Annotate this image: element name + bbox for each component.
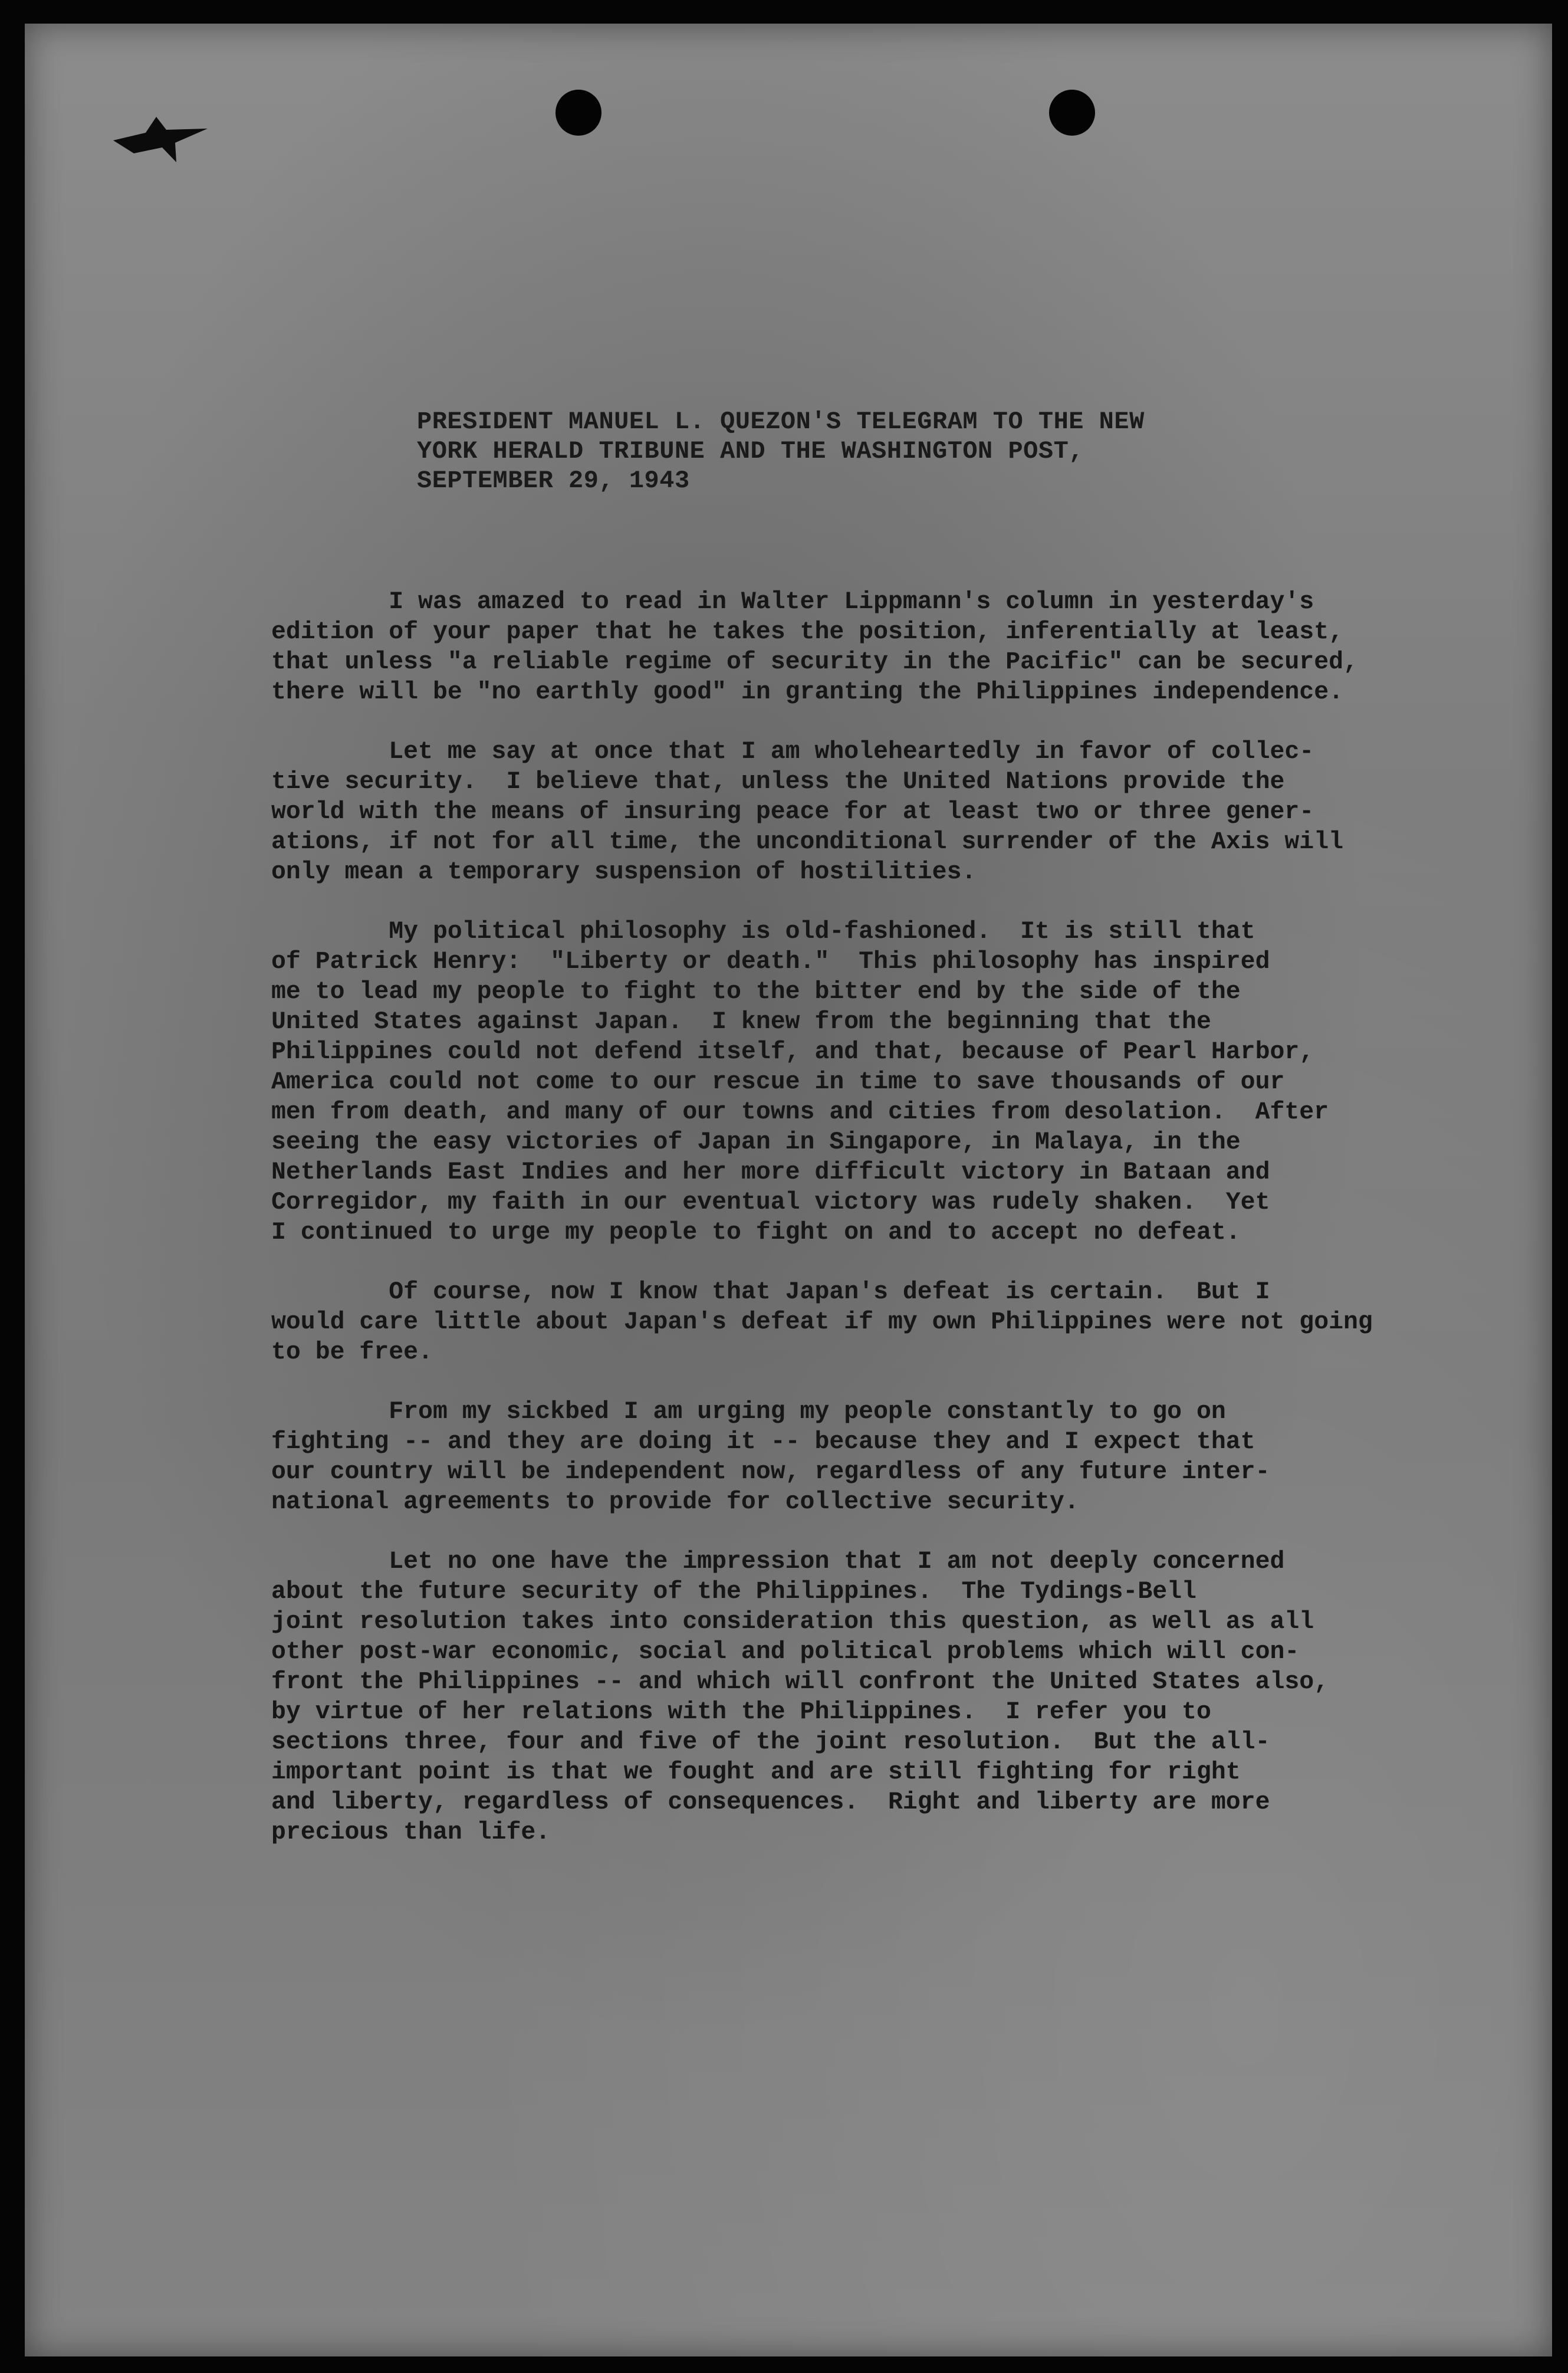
paragraph-4 — [271, 1277, 1392, 1367]
text-line: that unless "a reliable regime of security in the Pacific" can be secured, — [271, 648, 1358, 676]
text-line: important point is that we fought and are still fighting for right — [271, 1758, 1241, 1786]
text-line: would care little about Japan's defeat if my own Philippines were not going — [271, 1308, 1373, 1336]
text-line: about the future security of the Philippines. The Tydings-Bell — [271, 1578, 1196, 1606]
text-line: precious than life. — [271, 1819, 551, 1846]
text-line: tive security. I believe that, unless the United Nations provide the — [271, 768, 1285, 796]
text-line: Of course, now I know that Japan's defeat is certain. But I — [271, 1278, 1270, 1306]
text-line: Netherlands East Indies and her more difficult victory in Bataan and — [271, 1158, 1270, 1186]
paragraph-5 — [271, 1397, 1392, 1517]
text-line: Let no one have the impression that I am not deeply concerned — [271, 1548, 1285, 1576]
text-line: Let me say at once that I am wholeheartedly in favor of collec- — [271, 738, 1314, 766]
paragraph-6 — [271, 1547, 1392, 1847]
text-line: seeing the easy victories of Japan in Singapore, in Malaya, in the — [271, 1128, 1241, 1156]
text-line: men from death, and many of our towns and cities from desolation. After — [271, 1098, 1329, 1126]
document-page — [25, 24, 1552, 2356]
text-line: and liberty, regardless of consequences. Right and liberty are more — [271, 1788, 1270, 1816]
text-line: sections three, four and five of the joint resolution. But the all- — [271, 1728, 1270, 1756]
text-line: of Patrick Henry: "Liberty or death." This philosophy has inspired — [271, 948, 1270, 976]
document-title — [417, 407, 1242, 495]
text-line: fighting -- and they are doing it -- because they and I expect that — [271, 1428, 1255, 1456]
text-line: national agreements to provide for collective security. — [271, 1488, 1079, 1516]
paper-clip-mark-icon — [110, 112, 211, 165]
text-line: ations, if not for all time, the unconditional surrender of the Axis will — [271, 828, 1343, 856]
title-line: SEPTEMBER 29, 1943 — [417, 467, 690, 495]
text-line: world with the means of insuring peace for at least two or three gener- — [271, 798, 1314, 826]
text-line: America could not come to our rescue in time to save thousands of our — [271, 1068, 1285, 1096]
text-line: I was amazed to read in Walter Lippmann's column in yesterday's — [271, 588, 1314, 616]
text-line: to be free. — [271, 1338, 433, 1366]
title-line: PRESIDENT MANUEL L. QUEZON'S TELEGRAM TO THE NEW — [417, 408, 1145, 436]
paragraph-2 — [271, 737, 1392, 887]
title-line: YORK HERALD TRIBUNE AND THE WASHINGTON POST, — [417, 437, 1084, 465]
text-line: Philippines could not defend itself, and that, because of Pearl Harbor, — [271, 1038, 1314, 1066]
text-line: edition of your paper that he takes the position, inferentially at least, — [271, 618, 1343, 646]
text-line: our country will be independent now, regardless of any future inter- — [271, 1458, 1270, 1486]
text-line: I continued to urge my people to fight on and to accept no defeat. — [271, 1219, 1241, 1246]
punch-hole-left — [555, 90, 601, 136]
text-line: Corregidor, my faith in our eventual victory was rudely shaken. Yet — [271, 1189, 1270, 1216]
punch-hole-right — [1049, 90, 1095, 136]
text-line: My political philosophy is old-fashioned. It is still that — [271, 918, 1255, 946]
text-line: by virtue of her relations with the Philippines. I refer you to — [271, 1698, 1211, 1726]
paragraph-3 — [271, 917, 1392, 1248]
text-line: United States against Japan. I knew from the beginning that the — [271, 1008, 1211, 1036]
text-line: From my sickbed I am urging my people constantly to go on — [271, 1398, 1226, 1426]
telegram-body — [271, 587, 1392, 1877]
text-line: joint resolution takes into consideration this question, as well as all — [271, 1608, 1314, 1636]
text-line: front the Philippines -- and which will confront the United States also, — [271, 1668, 1329, 1696]
text-line: there will be "no earthly good" in granting the Philippines independence. — [271, 678, 1343, 706]
text-line: me to lead my people to fight to the bitter end by the side of the — [271, 978, 1241, 1006]
text-line: other post-war economic, social and political problems which will con- — [271, 1638, 1300, 1666]
text-line: only mean a temporary suspension of hostilities. — [271, 858, 977, 886]
paragraph-1 — [271, 587, 1392, 707]
